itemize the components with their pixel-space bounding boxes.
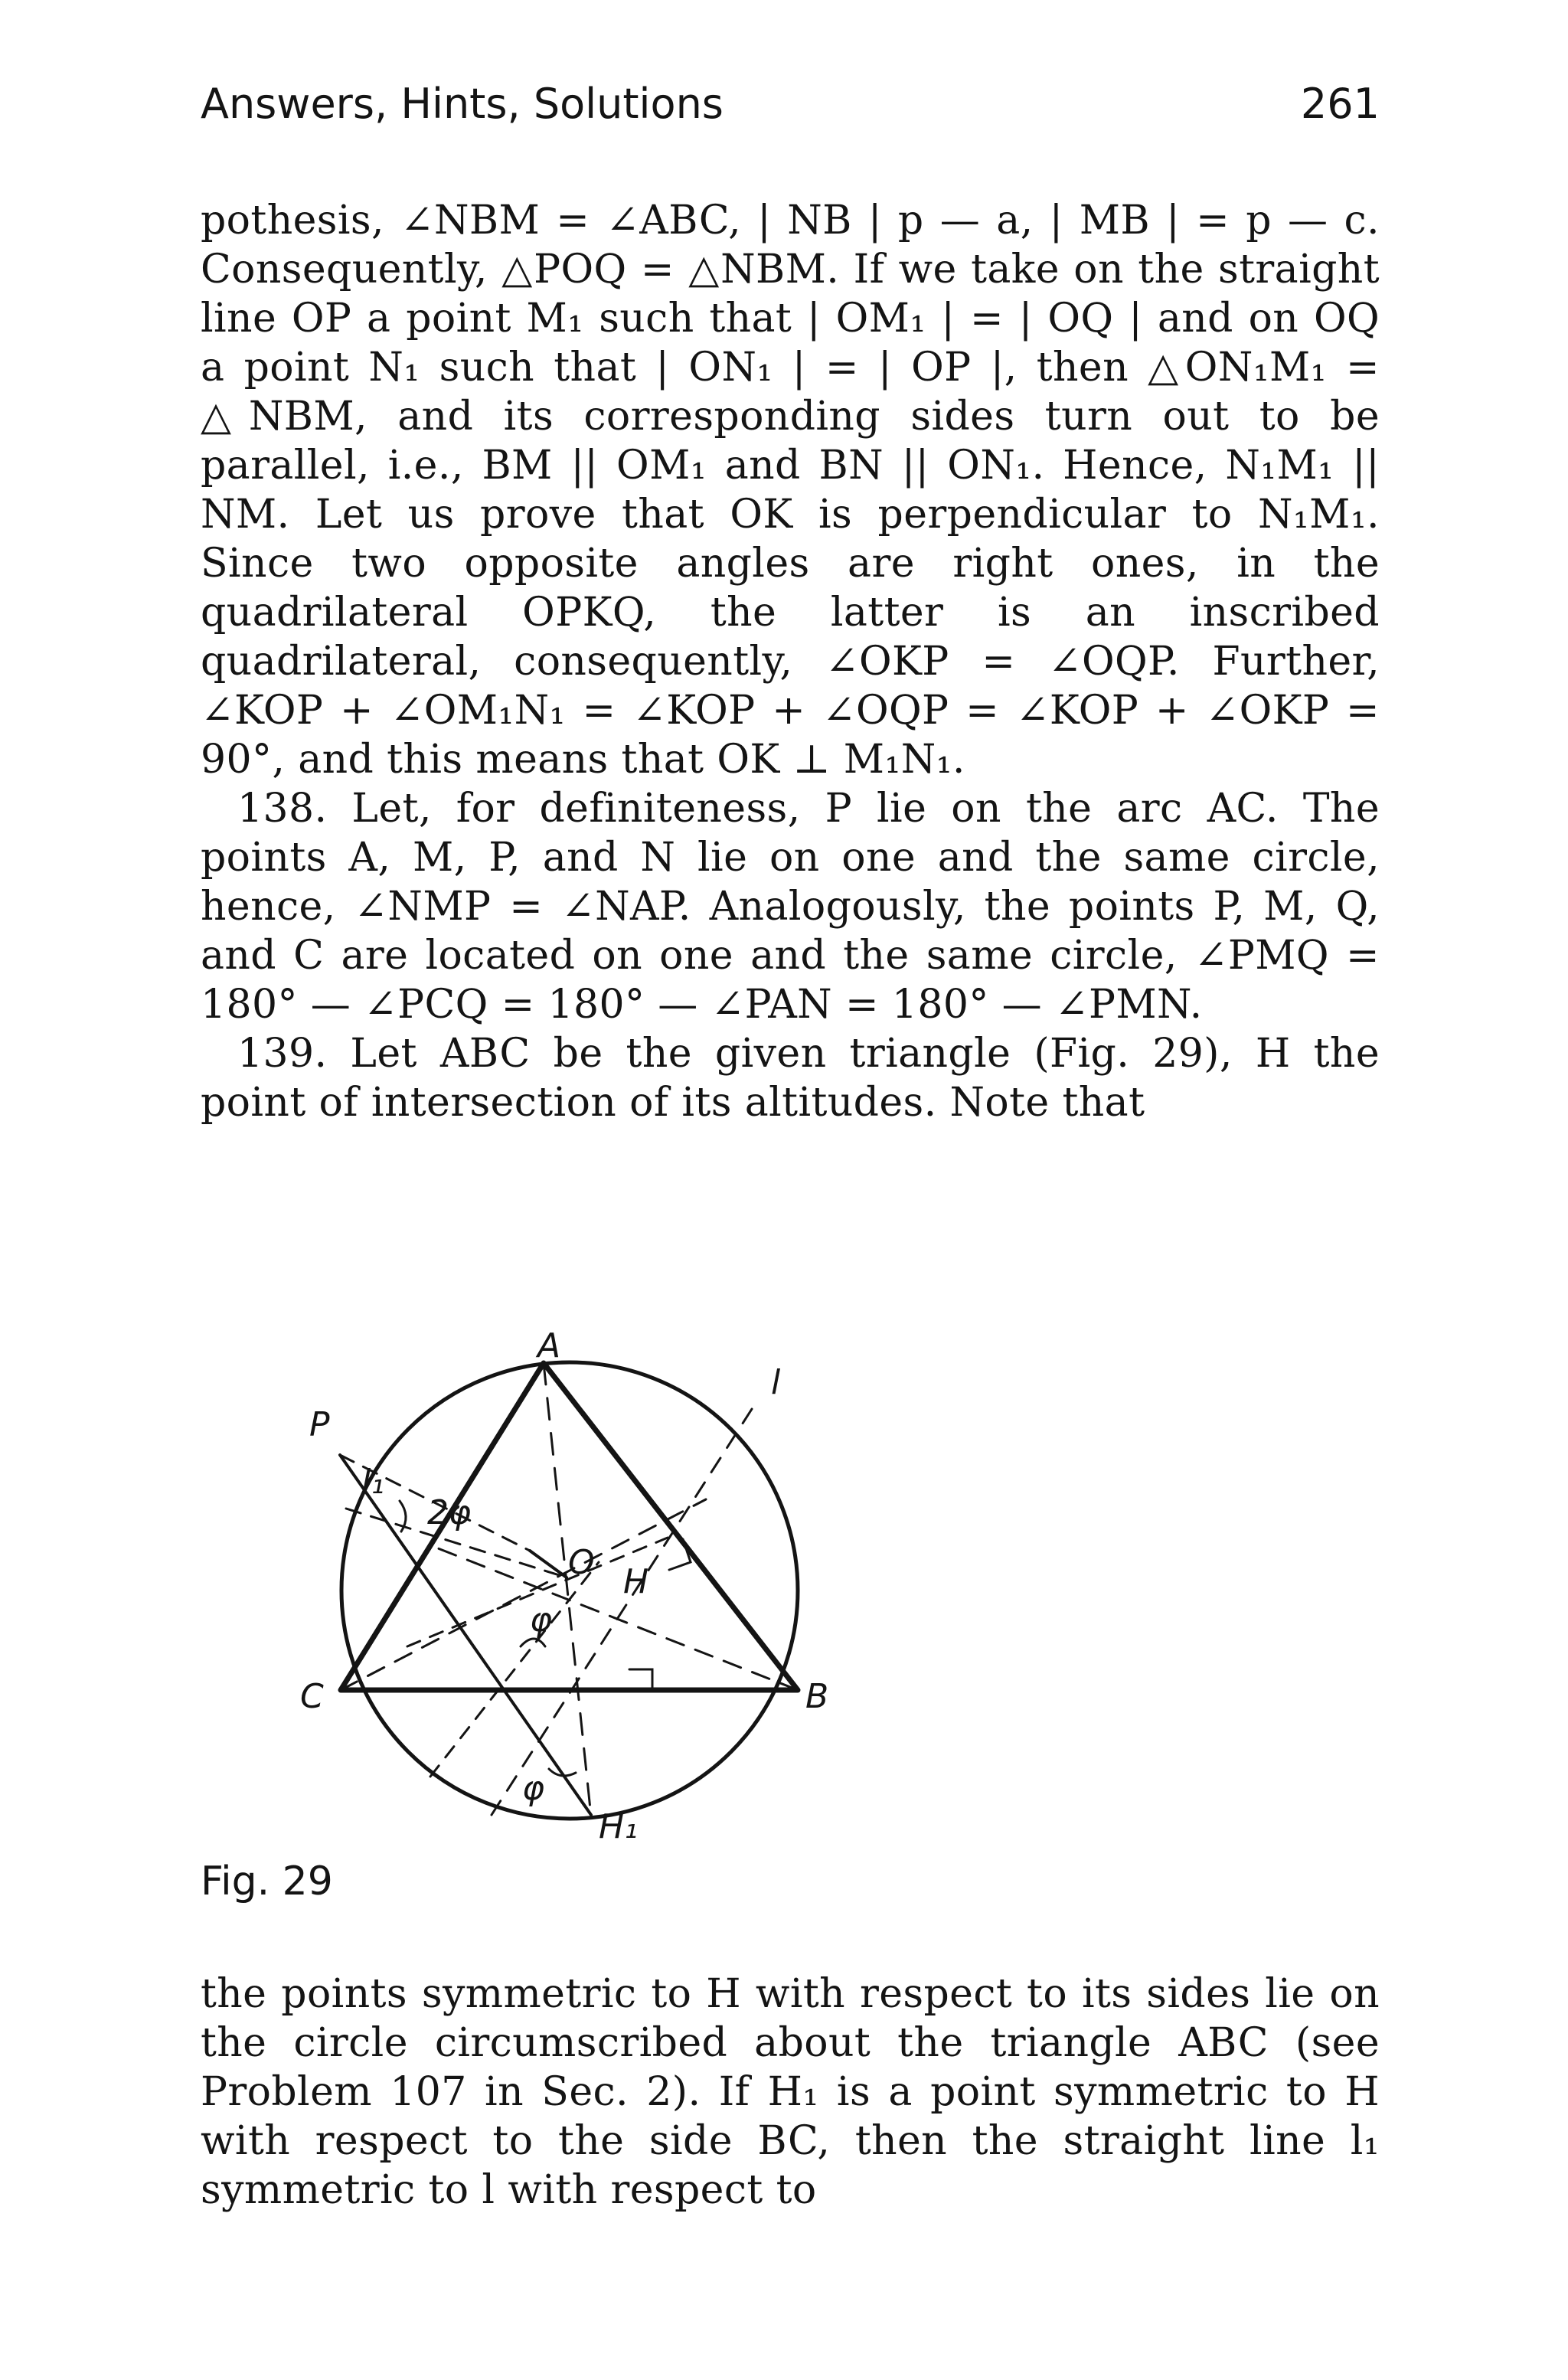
figure-29: [201, 1309, 828, 1861]
paragraph-continuation: pothesis, ∠NBM = ∠ABC, | NB | p — a, | MB | = p — c. Consequently, △POQ = △NBM. If we take on the straight line OP a point M₁ such that | OM₁ | = | OQ | and on OQ a point N₁ such that | ON₁ | = | OP |, then △ON₁M₁ = △NBM, and its corresponding sides turn out to be parallel, i.e., BM || OM₁ and BN || ON₁. Hence, N₁M₁ || NM. Let us prove that OK is perpendicular to N₁M₁. Since two opposite angles are right ones, in the quadrilateral OPKQ, the latter is an inscribed quadrilateral, consequently, ∠OKP = ∠OQP. Further, ∠KOP + ∠OM₁N₁ = ∠KOP + ∠OQP = ∠KOP + ∠OKP = 90°, and this means that OK ⊥ M₁N₁.: [201, 198, 1380, 783]
circumcircle: [341, 1362, 798, 1819]
figure-caption: Fig. 29: [201, 1859, 333, 1904]
label-a: A: [537, 1326, 561, 1365]
label-h1: H₁: [599, 1807, 638, 1846]
label-p: P: [309, 1405, 330, 1444]
label-l1: l₁: [361, 1463, 384, 1502]
angle-arc-2phi: [400, 1501, 406, 1532]
text-block-bottom: [201, 1970, 1380, 2215]
arrow-to-o: [530, 1551, 567, 1577]
angle-arc-phi-mid: [521, 1639, 545, 1646]
line-lower-left: [430, 1562, 599, 1777]
text-block-top: [201, 196, 1380, 1127]
right-angle-h1: [629, 1669, 652, 1690]
paragraph-problem-139: 139. Let ABC be the given triangle (Fig. 29), H the point of intersection of its altitudes. Note that: [201, 1031, 1380, 1126]
label-c: C: [300, 1677, 324, 1716]
running-head: [201, 74, 1380, 135]
label-h: H: [623, 1562, 649, 1601]
triangle-abc: [341, 1363, 798, 1690]
label-2phi: 2φ: [427, 1493, 472, 1532]
label-phi-low: φ: [522, 1769, 545, 1808]
label-b: B: [805, 1677, 828, 1716]
paragraph-problem-138: 138. Let, for definiteness, P lie on the arc AC. The points A, M, P, and N lie on one and the same circle, hence, ∠NMP = ∠NAP. Analogously, the points P, M, Q, and C are located on one and the same circle, ∠PMQ = 180° — ∠PCQ = 180° — ∠PAN = 180° — ∠PMN.: [201, 786, 1380, 1028]
page-number: 261: [1300, 80, 1380, 128]
altitude-a-h1: [544, 1363, 591, 1816]
label-l: l: [771, 1363, 781, 1402]
altitude-c: [341, 1499, 706, 1690]
paragraph-continuation-bottom: the points symmetric to H with respect to its sides lie on the circle circumscribed about the triangle ABC (see Problem 107 in Sec. 2). If H₁ is a point symmetric to H with respect to the side BC, then the straight line l₁ symmetric to l with respect to: [201, 1971, 1380, 2213]
running-title: Answers, Hints, Solutions: [201, 80, 724, 128]
figure-29-diagram: [201, 1309, 828, 1861]
label-phi-mid: φ: [530, 1600, 553, 1640]
label-o: O: [568, 1543, 595, 1582]
